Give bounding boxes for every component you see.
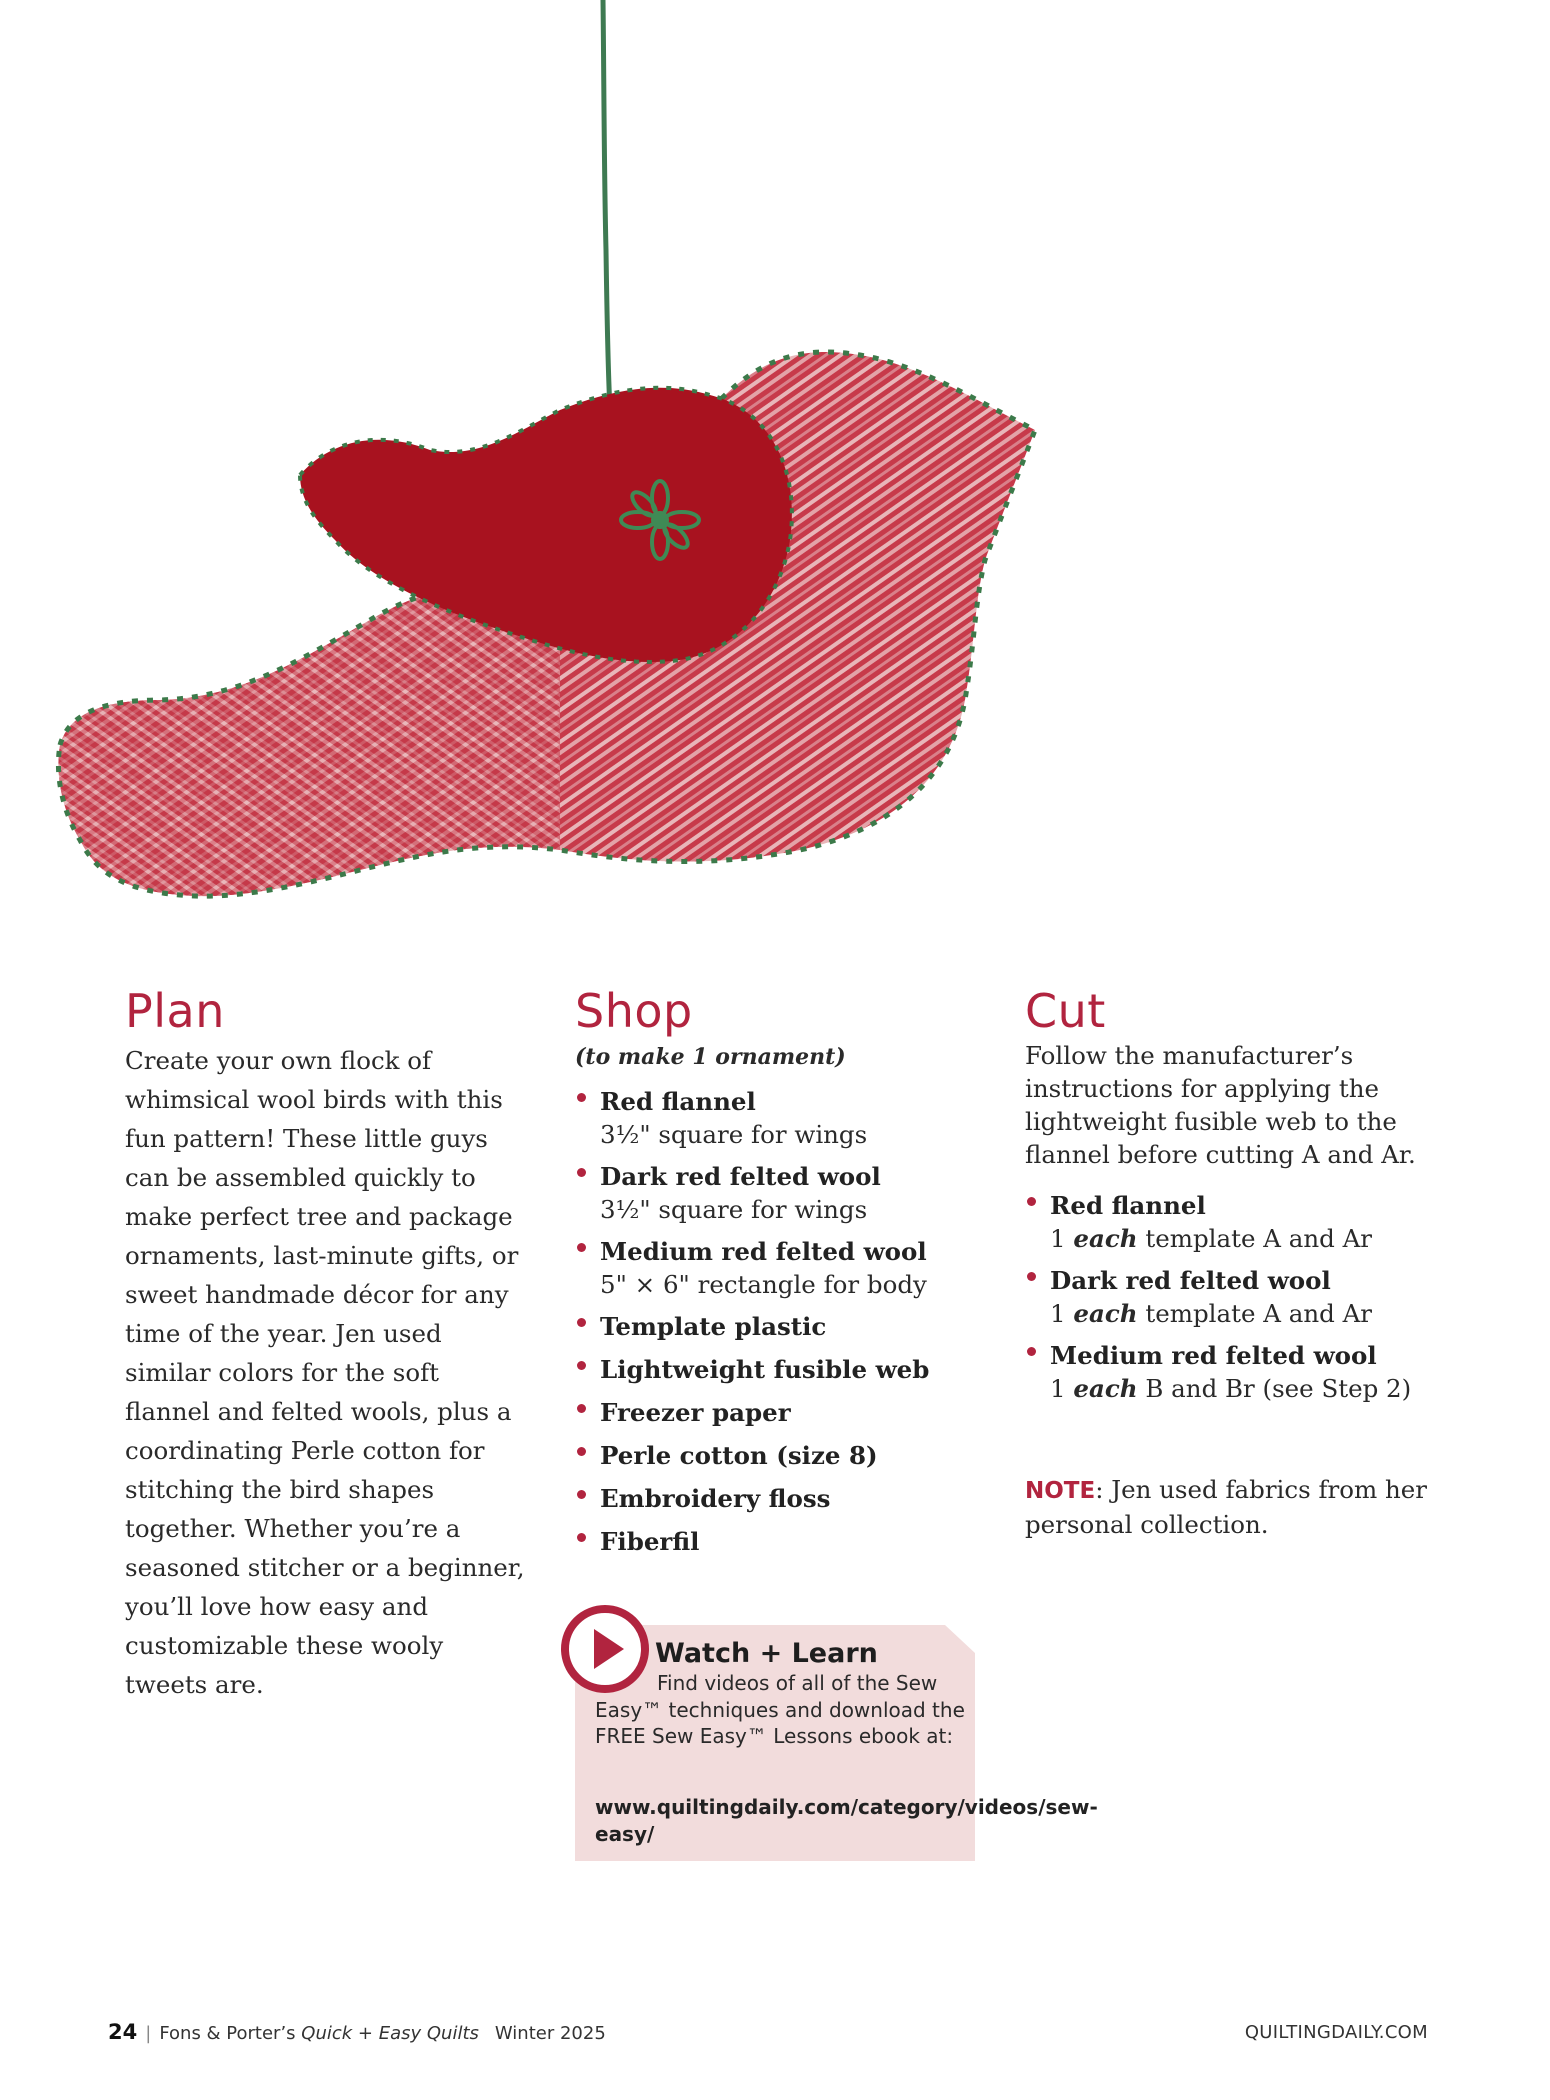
- item-name: Embroidery floss: [600, 1484, 831, 1513]
- item-each: each: [1073, 1374, 1138, 1403]
- plan-heading: Plan: [125, 984, 225, 1038]
- note-text: : Jen used fabrics from her personal collection.: [1025, 1475, 1427, 1539]
- bullet-icon: [577, 1318, 586, 1327]
- bullet-icon: [1027, 1272, 1036, 1281]
- cut-intro: Follow the manufacturer’s instructions for applying the lightweight fusible web to the flannel before cutting A and Ar.: [1025, 1041, 1416, 1169]
- item-qty: 1: [1050, 1374, 1066, 1403]
- item-qty: 1: [1050, 1224, 1066, 1253]
- issue-label: Winter 2025: [494, 2023, 606, 2044]
- item-each: each: [1073, 1299, 1138, 1328]
- item-name: Lightweight fusible web: [600, 1355, 930, 1384]
- list-item: [575, 1235, 995, 1301]
- item-detail: [1050, 1297, 1445, 1330]
- note-label: NOTE: [1025, 1478, 1096, 1504]
- plan-section: [125, 985, 525, 1704]
- list-item: [575, 1160, 995, 1226]
- magazine-title: Quick + Easy Quilts: [301, 2023, 479, 2044]
- watch-learn-text: Find videos of all of the Sew Easy™ techniques and download the FREE Sew Easy™ Lessons ebook at:: [595, 1671, 965, 1748]
- list-item: [575, 1310, 995, 1343]
- list-item: [575, 1353, 995, 1386]
- cut-section: [1025, 985, 1445, 1566]
- item-detail: 5" × 6" rectangle for body: [600, 1270, 927, 1299]
- page-number: 24: [108, 2020, 138, 2044]
- shop-heading: Shop: [575, 984, 693, 1038]
- site-url[interactable]: QUILTINGDAILY.COM: [1244, 2022, 1428, 2043]
- list-item: [1025, 1264, 1445, 1330]
- item-detail: [1050, 1222, 1445, 1255]
- shop-list: [575, 1085, 995, 1558]
- watch-learn-title: Watch + Learn: [655, 1638, 878, 1669]
- item-detail: 3½" square for wings: [600, 1120, 868, 1149]
- item-name: Dark red felted wool: [1050, 1266, 1331, 1295]
- list-item: [575, 1085, 995, 1151]
- bullet-icon: [577, 1447, 586, 1456]
- bullet-icon: [1027, 1197, 1036, 1206]
- item-each: each: [1073, 1224, 1138, 1253]
- cut-list: [1025, 1189, 1445, 1405]
- list-item: [575, 1439, 995, 1472]
- list-item: [1025, 1189, 1445, 1255]
- item-name: Dark red felted wool: [600, 1162, 881, 1191]
- item-name: Red flannel: [1050, 1191, 1206, 1220]
- list-item: [575, 1482, 995, 1515]
- item-name: Medium red felted wool: [1050, 1341, 1377, 1370]
- bullet-icon: [577, 1361, 586, 1370]
- item-name: Perle cotton (size 8): [600, 1441, 878, 1470]
- bullet-icon: [577, 1490, 586, 1499]
- bullet-icon: [577, 1404, 586, 1413]
- shop-section: [575, 985, 995, 1568]
- publisher-name: Fons & Porter’s: [159, 2023, 296, 2044]
- item-detail: 3½" square for wings: [600, 1195, 868, 1224]
- item-rest: template A and Ar: [1145, 1224, 1372, 1253]
- bullet-icon: [577, 1168, 586, 1177]
- hanging-string: [603, 0, 610, 410]
- bullet-icon: [577, 1093, 586, 1102]
- item-name: Red flannel: [600, 1087, 756, 1116]
- list-item: [575, 1525, 995, 1558]
- watch-learn-link[interactable]: www.quiltingdaily.com/category/videos/sew-easy/: [595, 1795, 1098, 1846]
- item-rest: template A and Ar: [1145, 1299, 1372, 1328]
- item-name: Fiberfil: [600, 1527, 700, 1556]
- item-rest: B and Br (see Step 2): [1145, 1374, 1412, 1403]
- bullet-icon: [1027, 1347, 1036, 1356]
- footer-separator: |: [145, 2023, 152, 2044]
- bullet-icon: [577, 1533, 586, 1542]
- page-footer: [108, 2020, 1428, 2048]
- bullet-icon: [577, 1243, 586, 1252]
- list-item: [1025, 1339, 1445, 1405]
- plan-body: Create your own flock of whimsical wool birds with this fun pattern! These little guys can be assembled quickly to make perfect tree and package ornaments, last-minute gifts, or sweet handmade décor for any time of the year. Jen used similar colors for the soft flannel and felted wools, plus a coordinating Perle cotton for stitching the bird shapes together. Whether you’re a seasoned stitcher or a beginner, you’ll love how easy and customizable these wooly tweets are.: [125, 1046, 525, 1699]
- list-item: [575, 1396, 995, 1429]
- cut-heading: Cut: [1025, 984, 1106, 1038]
- item-name: Medium red felted wool: [600, 1237, 927, 1266]
- item-name: Freezer paper: [600, 1398, 791, 1427]
- item-qty: 1: [1050, 1299, 1066, 1328]
- note: [1025, 1473, 1445, 1541]
- bird-ornament-photo: [0, 0, 1550, 960]
- item-detail: [1050, 1372, 1445, 1405]
- shop-subheading: (to make 1 ornament): [575, 1044, 846, 1070]
- item-name: Template plastic: [600, 1312, 827, 1341]
